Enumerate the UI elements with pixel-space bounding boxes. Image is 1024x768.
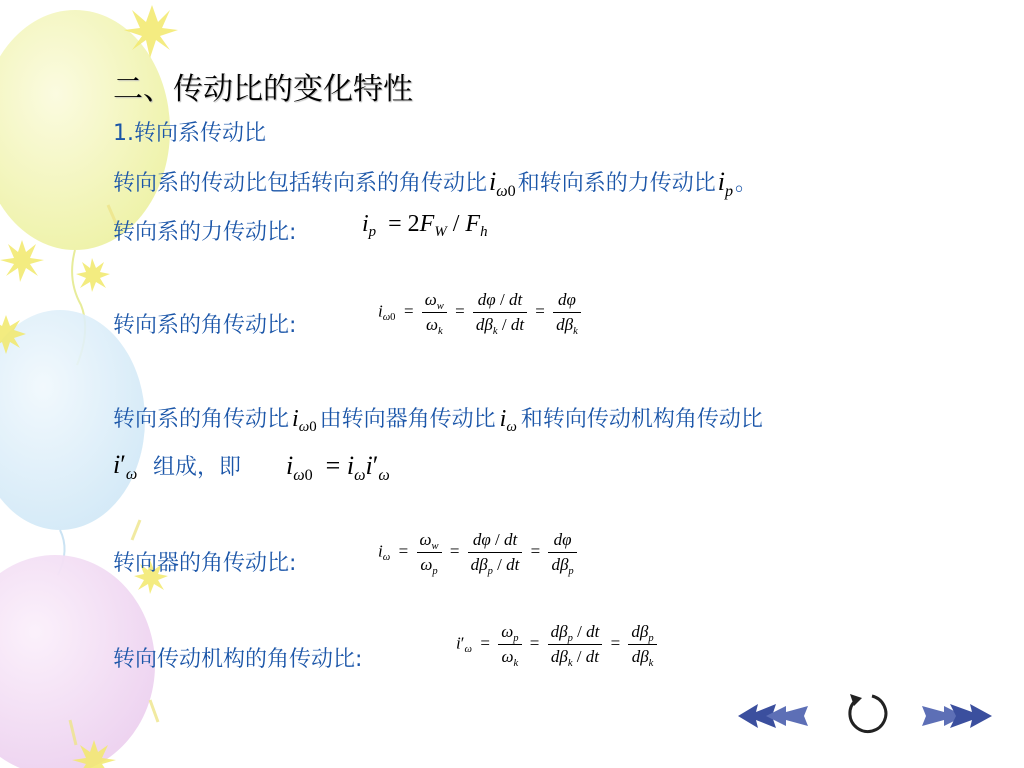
double-arrow-right-icon [920,700,994,732]
i-omega-symbol: $i_\omega$ [499,406,517,436]
prev-button[interactable] [736,700,810,736]
intro-part3: 。 [735,171,758,196]
section-heading: 1.转向系传动比 [113,121,266,146]
i-omega0-symbol-2: $i_{\omega 0}$ [292,406,317,436]
next-button[interactable] [920,700,994,736]
circular-return-arrow-icon [842,690,894,738]
composition-formula: $i_{\omega 0} = i_\omega i'_\omega$ [286,451,390,484]
page-title: 二、传动比的变化特性 [113,72,413,107]
composition-part2: 由转向器角传动比 [319,407,496,432]
return-button[interactable] [842,690,894,742]
linkage-ratio-label: 转向传动机构的角传动比: [113,647,363,672]
i-p-symbol: $i_p$ [717,167,733,200]
intro-sentence [113,166,758,200]
gear-ratio-label: 转向器的角传动比: [113,551,297,576]
composition-line1 [113,402,763,436]
composition-part4: 组成，即 [153,455,242,480]
intro-part1: 转向系的传动比包括转向系的角传动比 [113,171,488,196]
intro-part2: 和转向系的力传动比 [517,171,716,196]
composition-part1: 转向系的角传动比 [113,407,290,432]
i-omega-prime-symbol: $i'_\omega$ [113,450,138,483]
force-ratio-formula: $i_p = 2F_W / F_h$ [362,211,488,241]
composition-part3: 和转向传动机构角传动比 [520,407,763,432]
double-arrow-left-icon [736,700,810,732]
angle-ratio-label: 转向系的角传动比: [113,313,297,338]
force-ratio-label: 转向系的力传动比: [113,220,297,245]
angle-ratio-formula: $i_{\omega 0}$ = $\frac{\omega_w}{\omega_k}$ = $\frac{d\varphi / dt}{d\beta_k / dt}$ = $\frac{d\varphi}{d\beta_k}$ [378,290,585,335]
i-omega0-symbol: $i_{\omega 0}$ [489,167,516,200]
gear-ratio-formula: $i_\omega$ = $\frac{\omega_w}{\omega_p}$ = $\frac{d\varphi / dt}{d\beta_p / dt}$ = $\frac{d\varphi}{d\beta_p}$ [378,530,581,575]
linkage-ratio-formula: $i'_\omega$ = $\frac{\omega_p}{\omega_k}$ = $\frac{d\beta_p / dt}{d\beta_k / dt}$ = $\frac{d\beta_p}{d\beta_k}$ [456,622,661,667]
